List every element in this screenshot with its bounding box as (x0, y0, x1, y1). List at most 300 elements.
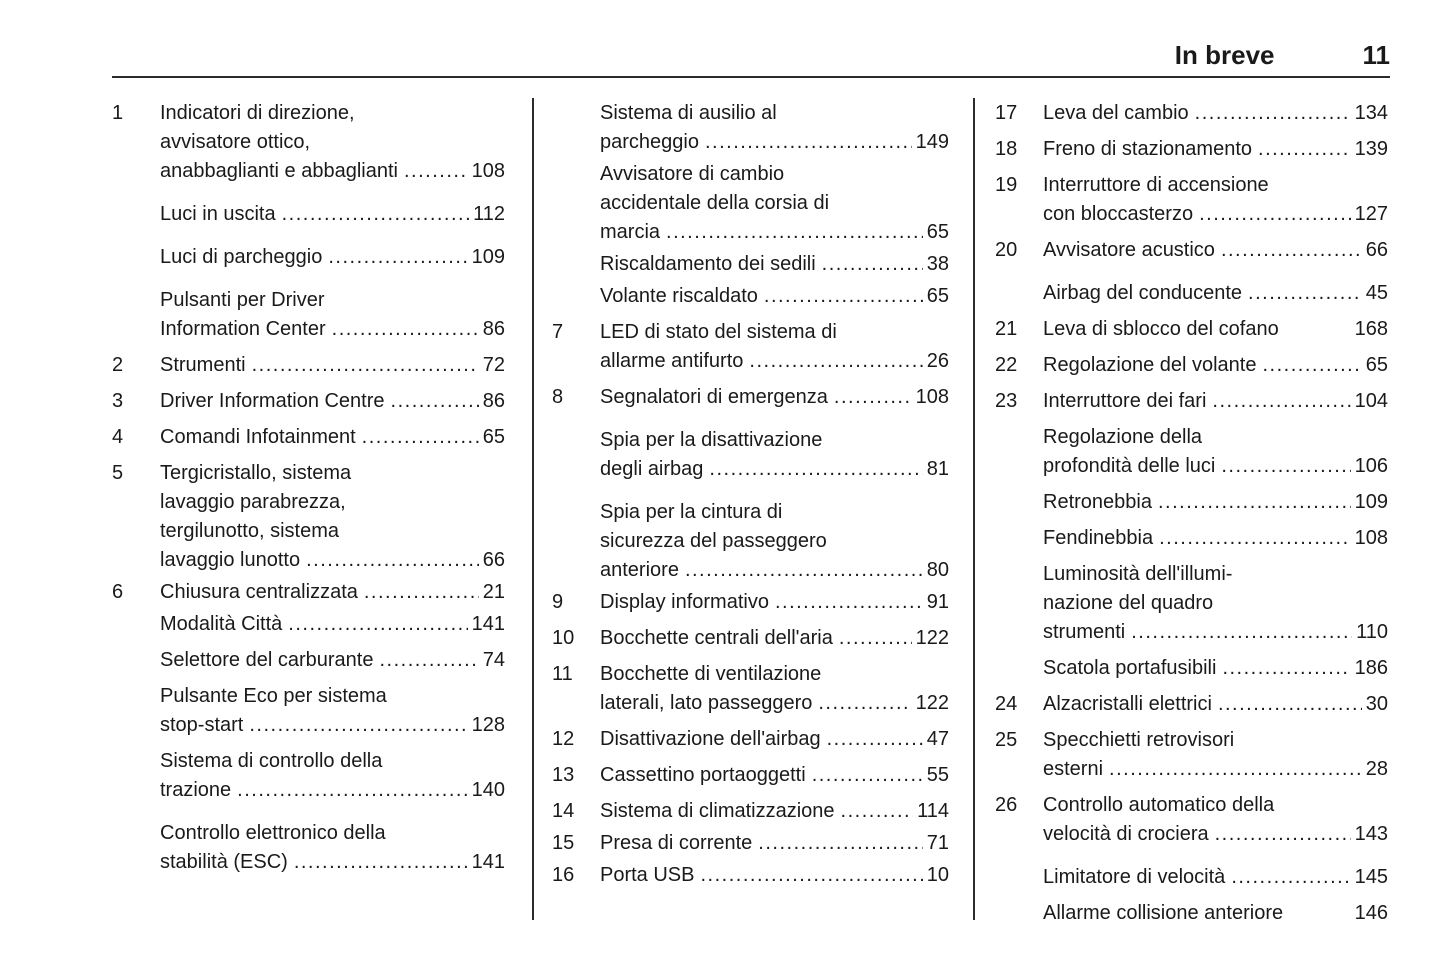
entry-last-line (600, 282, 949, 311)
leader-dots (1258, 135, 1351, 164)
leader-dots (391, 387, 479, 416)
entry-page-number: 110 (1356, 621, 1388, 643)
entry-number: 25 (995, 729, 1018, 751)
entry-last-line (160, 423, 505, 452)
entry-last-line (160, 351, 505, 380)
leader-dots (709, 455, 922, 484)
entry-line: Luminosità dell'illumi- (1043, 563, 1233, 585)
entry-page-number: 112 (473, 203, 505, 225)
entry-title: allarme antifurto (600, 350, 744, 372)
entry-last-line (600, 829, 949, 858)
page-header (112, 41, 1390, 69)
toc-entry (552, 588, 949, 617)
entry-line: tergilunotto, sistema (160, 520, 339, 542)
entry-page-number: 45 (1365, 282, 1388, 304)
column-divider (973, 98, 975, 920)
entry-last-line (160, 243, 505, 272)
entry-body (1043, 351, 1388, 380)
leader-dots (749, 347, 922, 376)
entry-last-line (600, 128, 949, 157)
entry-body (1043, 423, 1388, 481)
entry-page-number: 74 (482, 649, 505, 671)
leader-dots (1159, 524, 1351, 553)
entry-body (600, 725, 949, 754)
entry-title: stabilità (ESC) (160, 851, 288, 873)
entry-page-number: 47 (926, 728, 949, 750)
entry-last-line (600, 588, 949, 617)
entry-number: 3 (112, 390, 124, 412)
entry-body (160, 286, 505, 344)
entry-title: degli airbag (600, 458, 704, 480)
toc-entry (112, 459, 505, 575)
leader-dots (306, 546, 479, 575)
entry-body (600, 282, 949, 311)
toc-entry (995, 488, 1388, 517)
entry-last-line (600, 455, 949, 484)
entry-page-number: 65 (926, 221, 949, 243)
entry-body (160, 646, 505, 675)
toc-entry (112, 646, 505, 675)
entry-line: avvisatore ottico, (160, 131, 311, 153)
header-rule (112, 76, 1390, 78)
entry-number: 15 (552, 832, 575, 854)
entry-body (600, 829, 949, 858)
entry-last-line (600, 861, 949, 890)
entry-body (1043, 236, 1388, 265)
toc-entry (552, 829, 949, 858)
entry-title: Driver Information Centre (160, 390, 385, 412)
toc-entry (552, 383, 949, 412)
toc-entry (112, 610, 505, 639)
entry-title: anteriore (600, 559, 679, 581)
entry-title: trazione (160, 779, 232, 801)
entry-page-number: 134 (1354, 102, 1388, 124)
entry-body (600, 318, 949, 376)
entry-page-number: 66 (1365, 239, 1388, 261)
entry-last-line (1043, 387, 1388, 416)
entry-page-number: 65 (482, 426, 505, 448)
entry-body (600, 498, 949, 585)
toc-entry (995, 654, 1388, 683)
entry-line: accidentale della corsia di (600, 192, 830, 214)
leader-dots (1131, 618, 1352, 647)
toc-entry (552, 250, 949, 279)
leader-dots (666, 218, 923, 247)
entry-page-number: 71 (926, 832, 949, 854)
entry-page-number: 10 (926, 864, 949, 886)
entry-page-number: 81 (926, 458, 949, 480)
entry-title: Modalità Città (160, 613, 283, 635)
entry-title: Limitatore di velocità (1043, 866, 1226, 888)
entry-number: 12 (552, 728, 575, 750)
toc-entry (552, 797, 949, 826)
entry-page-number: 91 (926, 591, 949, 613)
entry-number: 7 (552, 321, 564, 343)
toc-entry (112, 819, 505, 877)
entry-number: 9 (552, 591, 564, 613)
entry-last-line (160, 200, 505, 229)
toc-entry (995, 690, 1388, 719)
entry-body (1043, 690, 1388, 719)
entry-page-number: 149 (915, 131, 949, 153)
entry-page-number: 21 (482, 581, 505, 603)
entry-body (160, 819, 505, 877)
entry-number: 6 (112, 581, 124, 603)
toc-entry (995, 135, 1388, 164)
leader-dots (404, 157, 468, 186)
leader-dots (685, 556, 923, 585)
toc-entry (995, 279, 1388, 308)
leader-dots (294, 848, 468, 877)
entry-page-number: 108 (471, 160, 505, 182)
entry-body (160, 610, 505, 639)
entry-last-line (1043, 351, 1388, 380)
entry-page-number: 186 (1354, 657, 1388, 679)
entry-line: Sistema di controllo della (160, 750, 383, 772)
entry-page-number: 143 (1354, 823, 1388, 845)
leader-dots (379, 646, 478, 675)
entry-body (1043, 863, 1388, 892)
entry-last-line (600, 725, 949, 754)
entry-page-number: 66 (482, 549, 505, 571)
entry-title: Leva di sblocco del cofano (1043, 318, 1279, 340)
entry-body (1043, 654, 1388, 683)
leader-dots (705, 128, 912, 157)
entry-page-number: 104 (1354, 390, 1388, 412)
entry-title: Segnalatori di emergenza (600, 386, 828, 408)
leader-dots (288, 610, 467, 639)
entry-number: 23 (995, 390, 1018, 412)
toc-entry (995, 560, 1388, 647)
entry-page-number: 122 (915, 627, 949, 649)
entry-number: 16 (552, 864, 575, 886)
entry-title: Display informativo (600, 591, 769, 613)
leader-dots (1212, 387, 1350, 416)
toc-entry (552, 160, 949, 247)
entry-title: strumenti (1043, 621, 1126, 643)
entry-last-line (160, 848, 505, 877)
leader-dots (1158, 488, 1351, 517)
entry-last-line (600, 556, 949, 585)
toc-column (995, 99, 1388, 928)
leader-dots (775, 588, 923, 617)
entry-body (600, 797, 949, 826)
entry-page-number: 146 (1354, 902, 1388, 924)
entry-body (600, 861, 949, 890)
leader-dots (1199, 200, 1351, 229)
entry-title: Scatola portafusibili (1043, 657, 1217, 679)
entry-page-number: 72 (482, 354, 505, 376)
entry-body (1043, 135, 1388, 164)
entry-page-number: 55 (926, 764, 949, 786)
entry-title: Fendinebbia (1043, 527, 1154, 549)
entry-page-number: 109 (471, 246, 505, 268)
entry-body (600, 761, 949, 790)
entry-last-line (160, 578, 505, 607)
entry-last-line (1043, 820, 1388, 849)
toc-entry (112, 200, 505, 229)
toc-entry (995, 791, 1388, 849)
entry-title: Regolazione del volante (1043, 354, 1257, 376)
leader-dots (249, 711, 467, 740)
entry-number: 8 (552, 386, 564, 408)
entry-body (600, 426, 949, 484)
entry-title: Retronebbia (1043, 491, 1152, 513)
entry-body (160, 423, 505, 452)
entry-page-number: 141 (471, 613, 505, 635)
entry-page-number: 122 (915, 692, 949, 714)
entry-title: Porta USB (600, 864, 695, 886)
entry-line: Indicatori di direzione, (160, 102, 355, 124)
entry-title: Riscaldamento dei sedili (600, 253, 816, 275)
leader-dots (282, 200, 469, 229)
toc-entry (112, 243, 505, 272)
entry-last-line (160, 315, 505, 344)
entry-line: Spia per la disattivazione (600, 429, 823, 451)
entry-page-number: 86 (482, 390, 505, 412)
entry-title: laterali, lato passeggero (600, 692, 813, 714)
toc-entry (552, 725, 949, 754)
leader-dots (822, 250, 923, 279)
entry-page-number: 114 (917, 800, 949, 822)
toc-entry (552, 426, 949, 484)
entry-title: parcheggio (600, 131, 699, 153)
leader-dots (764, 282, 923, 311)
toc-entry (995, 315, 1388, 344)
leader-dots (328, 243, 467, 272)
entry-page-number: 140 (471, 779, 505, 801)
entry-body (1043, 99, 1388, 128)
leader-dots (1195, 99, 1351, 128)
entry-title: Comandi Infotainment (160, 426, 356, 448)
toc-column (112, 99, 505, 877)
entry-page-number: 86 (482, 318, 505, 340)
entry-title: stop-start (160, 714, 244, 736)
entry-body (160, 747, 505, 805)
entry-title: Interruttore dei fari (1043, 390, 1207, 412)
entry-last-line (1043, 200, 1388, 229)
entry-number: 20 (995, 239, 1018, 261)
toc-entry (552, 282, 949, 311)
toc-entry (112, 682, 505, 740)
entry-number: 5 (112, 462, 124, 484)
toc-column (552, 99, 949, 890)
leader-dots (1222, 654, 1350, 683)
entry-body (600, 624, 949, 653)
entry-title: Bocchette centrali dell'aria (600, 627, 833, 649)
entry-title: Selettore del carburante (160, 649, 374, 671)
entry-body (1043, 488, 1388, 517)
entry-title: Strumenti (160, 354, 246, 376)
entry-body (160, 351, 505, 380)
leader-dots (700, 861, 922, 890)
toc-entry (995, 726, 1388, 784)
leader-dots (1248, 279, 1362, 308)
entry-title: anabbaglianti e abbaglianti (160, 160, 398, 182)
toc-entry (552, 498, 949, 585)
toc-entry (995, 171, 1388, 229)
entry-title: esterni (1043, 758, 1104, 780)
entry-line: Pulsante Eco per sistema (160, 685, 387, 707)
leader-dots (839, 624, 912, 653)
entry-last-line (600, 761, 949, 790)
toc-entry (112, 387, 505, 416)
entry-body (600, 160, 949, 247)
entry-last-line (1043, 236, 1388, 265)
toc-entry (995, 387, 1388, 416)
column-divider (532, 98, 534, 920)
leader-dots (1109, 755, 1362, 784)
entry-page-number: 106 (1354, 455, 1388, 477)
entry-last-line (600, 797, 949, 826)
leader-dots (364, 578, 479, 607)
leader-dots (841, 797, 914, 826)
entry-page-number: 38 (926, 253, 949, 275)
entry-last-line (1043, 524, 1388, 553)
section-title: In breve (1174, 40, 1275, 70)
entry-last-line (1043, 690, 1388, 719)
toc-entry (995, 351, 1388, 380)
toc-entry (995, 863, 1388, 892)
toc-entry (112, 286, 505, 344)
entry-page-number: 65 (1365, 354, 1388, 376)
entry-title: Sistema di climatizzazione (600, 800, 835, 822)
entry-line: Regolazione della (1043, 426, 1203, 448)
entry-page-number: 145 (1354, 866, 1388, 888)
entry-last-line (160, 776, 505, 805)
entry-title: Information Center (160, 318, 326, 340)
entry-last-line (1043, 654, 1388, 683)
entry-body (160, 243, 505, 272)
toc-entry (112, 351, 505, 380)
entry-line: Controllo elettronico della (160, 822, 386, 844)
entry-body (600, 99, 949, 157)
toc-entry (112, 423, 505, 452)
toc-entry (112, 747, 505, 805)
entry-last-line (600, 218, 949, 247)
entry-number: 18 (995, 138, 1018, 160)
toc-entry (995, 236, 1388, 265)
entry-body (1043, 387, 1388, 416)
leader-dots (1221, 236, 1362, 265)
entry-body (1043, 899, 1388, 928)
entry-body (600, 660, 949, 718)
toc-entry (552, 660, 949, 718)
leader-dots (237, 776, 467, 805)
leader-dots (362, 423, 479, 452)
entry-page-number: 141 (471, 851, 505, 873)
leader-dots (827, 725, 923, 754)
entry-page-number: 108 (1354, 527, 1388, 549)
entry-body (1043, 560, 1388, 647)
leader-dots (758, 829, 922, 858)
entry-page-number: 108 (915, 386, 949, 408)
entry-body (1043, 726, 1388, 784)
entry-body (160, 387, 505, 416)
entry-page-number: 109 (1354, 491, 1388, 513)
entry-body (600, 588, 949, 617)
entry-page-number: 80 (926, 559, 949, 581)
entry-line: Pulsanti per Driver (160, 289, 325, 311)
entry-last-line (1043, 135, 1388, 164)
entry-number: 19 (995, 174, 1018, 196)
entry-title: Freno di stazionamento (1043, 138, 1253, 160)
toc-entry (552, 761, 949, 790)
entry-last-line (1043, 315, 1388, 344)
entry-last-line (160, 157, 505, 186)
entry-body (160, 99, 505, 186)
entry-title: marcia (600, 221, 661, 243)
entry-body (1043, 171, 1388, 229)
entry-last-line (160, 387, 505, 416)
entry-last-line (600, 383, 949, 412)
entry-number: 4 (112, 426, 124, 448)
entry-number: 22 (995, 354, 1018, 376)
entry-last-line (1043, 99, 1388, 128)
entry-number: 1 (112, 102, 124, 124)
entry-last-line (160, 646, 505, 675)
page-number: 11 (1362, 40, 1390, 70)
entry-last-line (160, 610, 505, 639)
entry-body (600, 250, 949, 279)
entry-number: 14 (552, 800, 575, 822)
entry-title: Presa di corrente (600, 832, 753, 854)
entry-number: 24 (995, 693, 1018, 715)
toc-entry (995, 899, 1388, 928)
entry-number: 10 (552, 627, 575, 649)
entry-last-line (1043, 452, 1388, 481)
toc-entry (995, 99, 1388, 128)
entry-line: lavaggio parabrezza, (160, 491, 346, 513)
entry-line: Avvisatore di cambio (600, 163, 785, 185)
entry-number: 2 (112, 354, 124, 376)
entry-line: LED di stato del sistema di (600, 321, 837, 343)
entry-line: Sistema di ausilio al (600, 102, 777, 124)
entry-page-number: 26 (926, 350, 949, 372)
entry-body (160, 578, 505, 607)
entry-title: Chiusura centralizzata (160, 581, 358, 603)
entry-body (1043, 315, 1388, 344)
entry-title: Luci di parcheggio (160, 246, 323, 268)
entry-title: Luci in uscita (160, 203, 276, 225)
entry-page-number: 139 (1354, 138, 1388, 160)
entry-body (1043, 791, 1388, 849)
entry-last-line (1043, 863, 1388, 892)
entry-last-line (1043, 899, 1388, 928)
entry-page-number: 65 (926, 285, 949, 307)
leader-dots (1263, 351, 1362, 380)
entry-title: Allarme collisione anteriore (1043, 902, 1284, 924)
entry-body (1043, 524, 1388, 553)
entry-last-line (160, 711, 505, 740)
toc-entry (995, 524, 1388, 553)
leader-dots (818, 689, 911, 718)
entry-page-number: 28 (1365, 758, 1388, 780)
toc-entry (552, 624, 949, 653)
entry-line: sicurezza del passeggero (600, 530, 827, 552)
entry-line: Interruttore di accensione (1043, 174, 1269, 196)
entry-last-line (1043, 755, 1388, 784)
entry-number: 13 (552, 764, 575, 786)
entry-number: 17 (995, 102, 1018, 124)
entry-title: Disattivazione dell'airbag (600, 728, 821, 750)
entry-line: Spia per la cintura di (600, 501, 783, 523)
entry-last-line (1043, 279, 1388, 308)
entry-last-line (600, 250, 949, 279)
entry-body (600, 383, 949, 412)
entry-title: con bloccasterzo (1043, 203, 1194, 225)
leader-dots (1221, 452, 1350, 481)
